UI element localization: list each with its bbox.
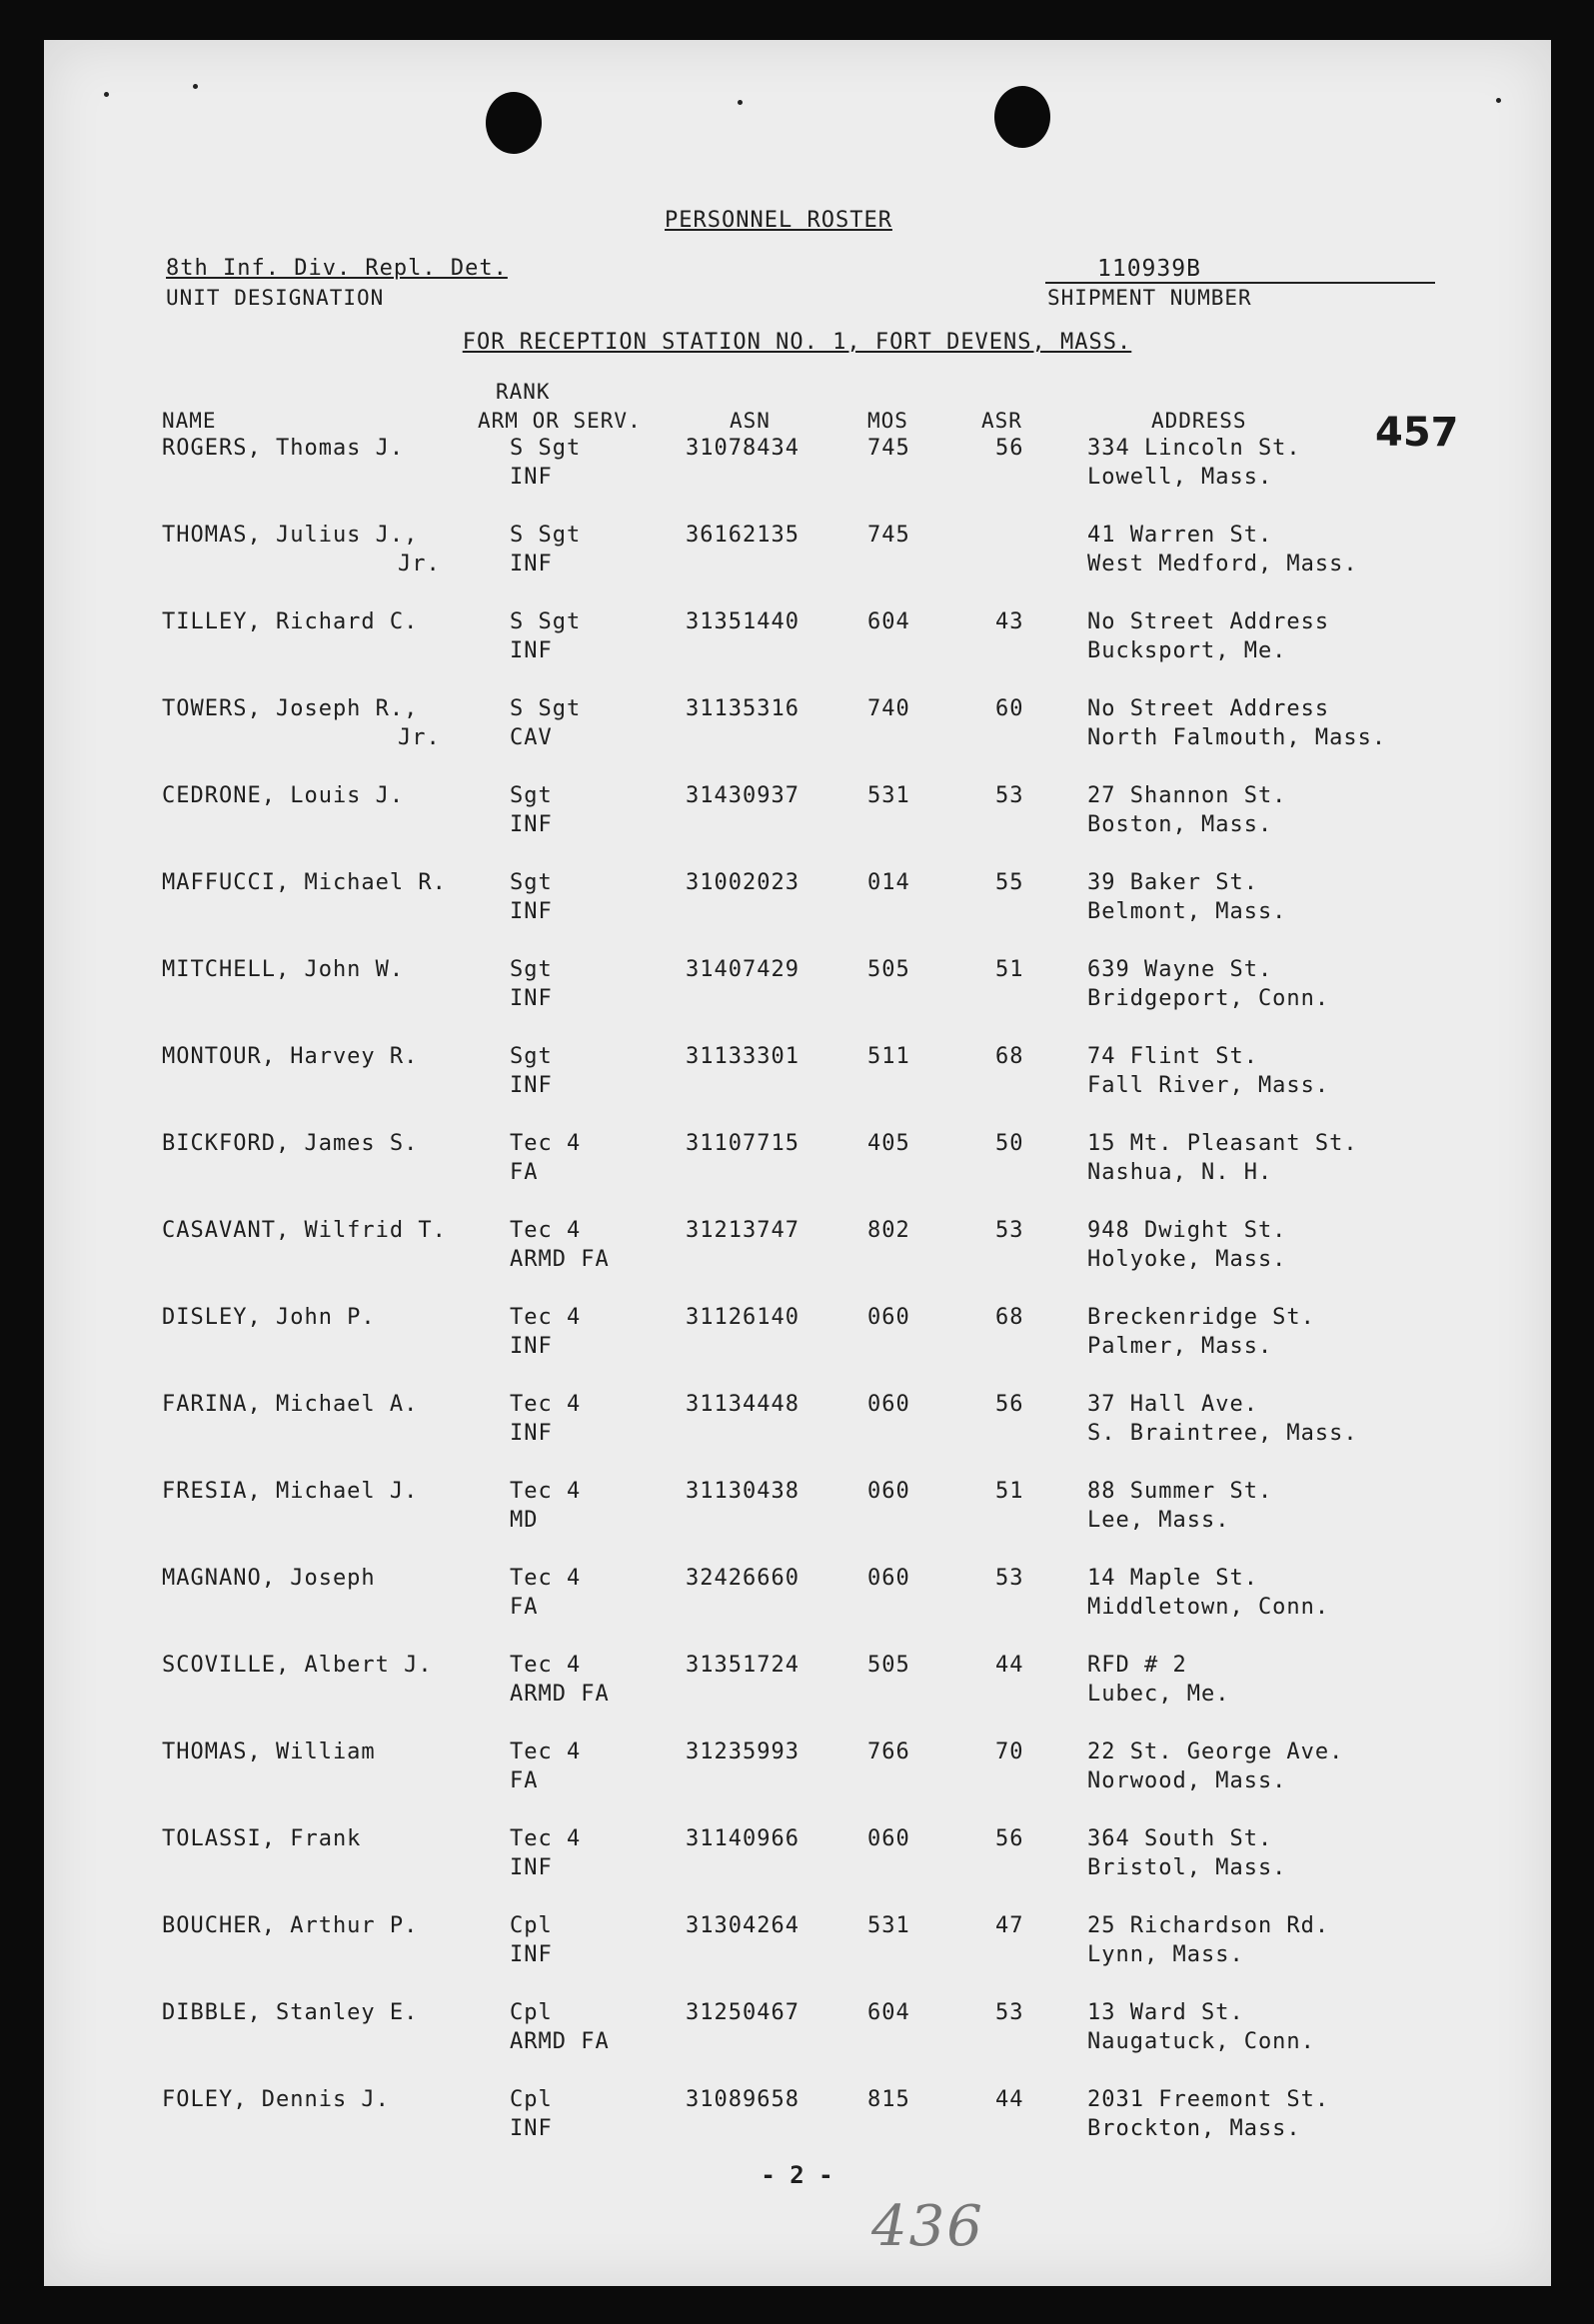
entry-address-street: 74 Flint St.: [1087, 1044, 1258, 1069]
entry-arm-or-service: FA: [510, 1160, 539, 1185]
entry-name: BOUCHER, Arthur P.: [162, 1913, 419, 1938]
roster-title: PERSONNEL ROSTER: [665, 208, 892, 233]
entry-rank: Cpl: [510, 1913, 553, 1938]
entry-rank: Tec 4: [510, 1740, 582, 1764]
entry-rank: Tec 4: [510, 1392, 582, 1417]
entry-asn: 31078434: [686, 436, 799, 461]
entry-address-street: Breckenridge St.: [1087, 1305, 1315, 1330]
entry-name: FRESIA, Michael J.: [162, 1479, 419, 1504]
entry-arm-or-service: INF: [510, 2116, 553, 2141]
entry-asn: 31351440: [686, 609, 799, 634]
entry-mos: 745: [867, 436, 910, 461]
entry-name: TOWERS, Joseph R.,: [162, 696, 419, 721]
entry-name-suffix: Jr.: [398, 552, 441, 577]
entry-asn: 31126140: [686, 1305, 799, 1330]
entry-mos: 815: [867, 2087, 910, 2112]
unit-designation: 8th Inf. Div. Repl. Det.: [166, 256, 508, 281]
entry-asn: 31407429: [686, 957, 799, 982]
entry-asr: 47: [995, 1913, 1024, 1938]
entry-arm-or-service: ARMD FA: [510, 1682, 610, 1707]
entry-asr: 53: [995, 1566, 1024, 1591]
entry-address-street: 14 Maple St.: [1087, 1566, 1258, 1591]
table-row: [0, 523, 1594, 602]
entry-address-street: 364 South St.: [1087, 1826, 1273, 1851]
column-header-asn: ASN: [730, 409, 771, 433]
entry-asr: 53: [995, 2000, 1024, 2025]
entry-address-city: S. Braintree, Mass.: [1087, 1421, 1358, 1446]
entry-name: ROGERS, Thomas J.: [162, 436, 405, 461]
entry-address-city: Palmer, Mass.: [1087, 1334, 1273, 1359]
entry-mos: 505: [867, 957, 910, 982]
table-row: [0, 1218, 1594, 1298]
entry-arm-or-service: INF: [510, 812, 553, 837]
entry-asr: 44: [995, 2087, 1024, 2112]
handwritten-number: 436: [871, 2194, 984, 2259]
punch-hole: [994, 86, 1050, 148]
entry-address-city: Lee, Mass.: [1087, 1508, 1230, 1533]
speck: [193, 84, 198, 89]
entry-name: FARINA, Michael A.: [162, 1392, 419, 1417]
entry-asr: 70: [995, 1740, 1024, 1764]
entry-asr: 56: [995, 1392, 1024, 1417]
entry-mos: 405: [867, 1131, 910, 1156]
entry-rank: Sgt: [510, 783, 553, 808]
page-number: - 2 -: [761, 2161, 833, 2189]
entry-arm-or-service: CAV: [510, 725, 553, 750]
entry-name: SCOVILLE, Albert J.: [162, 1653, 433, 1678]
entry-asr: 56: [995, 1826, 1024, 1851]
entry-address-city: Brockton, Mass.: [1087, 2116, 1301, 2141]
table-row: [0, 609, 1594, 689]
table-row: [0, 1305, 1594, 1385]
shipment-number-caption: SHIPMENT NUMBER: [1047, 286, 1252, 310]
entry-arm-or-service: INF: [510, 465, 553, 490]
table-row: [0, 2000, 1594, 2080]
entry-rank: S Sgt: [510, 436, 582, 461]
entry-address-street: 2031 Freemont St.: [1087, 2087, 1330, 2112]
entry-arm-or-service: FA: [510, 1595, 539, 1620]
table-row: [0, 1740, 1594, 1819]
entry-address-city: Lynn, Mass.: [1087, 1942, 1244, 1967]
page-stamp: 457: [1375, 410, 1459, 456]
entry-address-city: Bucksport, Me.: [1087, 638, 1287, 663]
entry-name: FOLEY, Dennis J.: [162, 2087, 390, 2112]
entry-rank: Sgt: [510, 1044, 553, 1069]
entry-arm-or-service: INF: [510, 1942, 553, 1967]
column-header-arm: ARM OR SERV.: [478, 409, 642, 433]
table-row: [0, 783, 1594, 863]
entry-asn: 31250467: [686, 2000, 799, 2025]
entry-mos: 060: [867, 1392, 910, 1417]
entry-arm-or-service: INF: [510, 1073, 553, 1098]
entry-asr: 44: [995, 1653, 1024, 1678]
entry-address-street: RFD # 2: [1087, 1653, 1187, 1678]
entry-name: DIBBLE, Stanley E.: [162, 2000, 419, 2025]
entry-address-street: 639 Wayne St.: [1087, 957, 1273, 982]
entry-name: TOLASSI, Frank: [162, 1826, 362, 1851]
entry-asn: 32426660: [686, 1566, 799, 1591]
entry-address-city: Lowell, Mass.: [1087, 465, 1273, 490]
entry-asr: 68: [995, 1044, 1024, 1069]
entry-mos: 604: [867, 609, 910, 634]
column-header-asr: ASR: [981, 409, 1022, 433]
entry-rank: Tec 4: [510, 1566, 582, 1591]
entry-address-city: Middletown, Conn.: [1087, 1595, 1330, 1620]
entry-asr: 53: [995, 1218, 1024, 1243]
unit-designation-caption: UNIT DESIGNATION: [166, 286, 385, 310]
entry-address-street: 41 Warren St.: [1087, 523, 1273, 548]
column-header-mos: MOS: [867, 409, 908, 433]
entry-mos: 060: [867, 1566, 910, 1591]
entry-rank: Tec 4: [510, 1218, 582, 1243]
speck: [104, 92, 109, 97]
entry-arm-or-service: ARMD FA: [510, 2029, 610, 2054]
entry-address-street: 37 Hall Ave.: [1087, 1392, 1258, 1417]
entry-mos: 766: [867, 1740, 910, 1764]
entry-name-suffix: Jr.: [398, 725, 441, 750]
entry-asr: 68: [995, 1305, 1024, 1330]
entry-arm-or-service: ARMD FA: [510, 1247, 610, 1272]
entry-name: TILLEY, Richard C.: [162, 609, 419, 634]
entry-mos: 745: [867, 523, 910, 548]
entry-name: DISLEY, John P.: [162, 1305, 376, 1330]
entry-address-street: 25 Richardson Rd.: [1087, 1913, 1330, 1938]
entry-address-street: 22 St. George Ave.: [1087, 1740, 1344, 1764]
entry-asr: 55: [995, 870, 1024, 895]
entry-address-street: 948 Dwight St.: [1087, 1218, 1287, 1243]
entry-name: BICKFORD, James S.: [162, 1131, 419, 1156]
entry-rank: Tec 4: [510, 1479, 582, 1504]
entry-name: THOMAS, Julius J.,: [162, 523, 419, 548]
entry-mos: 511: [867, 1044, 910, 1069]
entry-mos: 531: [867, 1913, 910, 1938]
entry-mos: 802: [867, 1218, 910, 1243]
entry-address-city: North Falmouth, Mass.: [1087, 725, 1387, 750]
entry-arm-or-service: INF: [510, 1421, 553, 1446]
entry-rank: Sgt: [510, 870, 553, 895]
entry-address-city: Norwood, Mass.: [1087, 1768, 1287, 1793]
entry-asn: 31304264: [686, 1913, 799, 1938]
entry-arm-or-service: INF: [510, 552, 553, 577]
entry-arm-or-service: INF: [510, 899, 553, 924]
entry-asn: 31140966: [686, 1826, 799, 1851]
entry-asn: 31107715: [686, 1131, 799, 1156]
entry-address-city: Boston, Mass.: [1087, 812, 1273, 837]
entry-name: MAFFUCCI, Michael R.: [162, 870, 447, 895]
entry-asn: 31430937: [686, 783, 799, 808]
table-row: [0, 1566, 1594, 1646]
entry-asn: 31135316: [686, 696, 799, 721]
reception-station: FOR RECEPTION STATION NO. 1, FORT DEVENS, MASS.: [462, 330, 1132, 355]
table-row: [0, 436, 1594, 516]
column-header-name: NAME: [162, 409, 217, 433]
entry-name: CEDRONE, Louis J.: [162, 783, 405, 808]
entry-asn: 31134448: [686, 1392, 799, 1417]
entry-address-city: Nashua, N. H.: [1087, 1160, 1273, 1185]
table-row: [0, 870, 1594, 950]
entry-address-city: Bristol, Mass.: [1087, 1855, 1287, 1880]
table-row: [0, 1826, 1594, 1906]
entry-arm-or-service: MD: [510, 1508, 539, 1533]
speck: [738, 100, 743, 105]
entry-rank: Tec 4: [510, 1131, 582, 1156]
entry-mos: 060: [867, 1305, 910, 1330]
entry-mos: 531: [867, 783, 910, 808]
entry-address-street: 334 Lincoln St.: [1087, 436, 1301, 461]
entry-rank: S Sgt: [510, 523, 582, 548]
entry-rank: S Sgt: [510, 609, 582, 634]
entry-rank: Tec 4: [510, 1653, 582, 1678]
entry-asr: 56: [995, 436, 1024, 461]
table-row: [0, 1131, 1594, 1211]
entry-address-street: No Street Address: [1087, 609, 1330, 634]
entry-mos: 604: [867, 2000, 910, 2025]
entry-arm-or-service: FA: [510, 1768, 539, 1793]
entry-arm-or-service: INF: [510, 638, 553, 663]
table-row: [0, 696, 1594, 776]
table-row: [0, 1044, 1594, 1124]
shipment-number: 110939B: [1045, 256, 1435, 284]
entry-address-street: 13 Ward St.: [1087, 2000, 1244, 2025]
entry-mos: 060: [867, 1479, 910, 1504]
entry-rank: Cpl: [510, 2087, 553, 2112]
entry-asr: 53: [995, 783, 1024, 808]
table-row: [0, 1479, 1594, 1559]
entry-name: MONTOUR, Harvey R.: [162, 1044, 419, 1069]
entry-address-street: 15 Mt. Pleasant St.: [1087, 1131, 1358, 1156]
entry-mos: 740: [867, 696, 910, 721]
entry-arm-or-service: INF: [510, 1855, 553, 1880]
entry-asr: 43: [995, 609, 1024, 634]
entry-name: MITCHELL, John W.: [162, 957, 405, 982]
entry-address-city: Holyoke, Mass.: [1087, 1247, 1287, 1272]
entry-asn: 31133301: [686, 1044, 799, 1069]
entry-asr: 60: [995, 696, 1024, 721]
entry-address-street: 39 Baker St.: [1087, 870, 1258, 895]
entry-address-street: 88 Summer St.: [1087, 1479, 1273, 1504]
entry-name: CASAVANT, Wilfrid T.: [162, 1218, 447, 1243]
entry-arm-or-service: INF: [510, 986, 553, 1011]
entry-mos: 060: [867, 1826, 910, 1851]
table-row: [0, 1913, 1594, 1993]
entry-asn: 31130438: [686, 1479, 799, 1504]
entry-rank: Cpl: [510, 2000, 553, 2025]
column-header-rank: RANK: [496, 380, 551, 404]
entry-arm-or-service: INF: [510, 1334, 553, 1359]
entry-address-street: 27 Shannon St.: [1087, 783, 1287, 808]
speck: [1496, 98, 1501, 103]
entry-asn: 31213747: [686, 1218, 799, 1243]
entry-address-city: Lubec, Me.: [1087, 1682, 1230, 1707]
entry-asr: 51: [995, 957, 1024, 982]
entry-address-city: Belmont, Mass.: [1087, 899, 1287, 924]
table-row: [0, 2087, 1594, 2167]
entry-address-street: No Street Address: [1087, 696, 1330, 721]
table-row: [0, 957, 1594, 1037]
entry-mos: 014: [867, 870, 910, 895]
entry-address-city: Naugatuck, Conn.: [1087, 2029, 1315, 2054]
entry-rank: Sgt: [510, 957, 553, 982]
entry-rank: Tec 4: [510, 1305, 582, 1330]
entry-mos: 505: [867, 1653, 910, 1678]
table-row: [0, 1392, 1594, 1472]
entry-asn: 36162135: [686, 523, 799, 548]
entry-asr: 51: [995, 1479, 1024, 1504]
entry-name: MAGNANO, Joseph: [162, 1566, 376, 1591]
entry-rank: S Sgt: [510, 696, 582, 721]
table-row: [0, 1653, 1594, 1733]
entry-address-city: Bridgeport, Conn.: [1087, 986, 1330, 1011]
entry-address-city: West Medford, Mass.: [1087, 552, 1358, 577]
entry-address-city: Fall River, Mass.: [1087, 1073, 1330, 1098]
column-header-address: ADDRESS: [1151, 409, 1247, 433]
entry-name: THOMAS, William: [162, 1740, 376, 1764]
entry-asr: 50: [995, 1131, 1024, 1156]
entry-asn: 31351724: [686, 1653, 799, 1678]
entry-rank: Tec 4: [510, 1826, 582, 1851]
punch-hole: [486, 92, 542, 154]
entry-asn: 31002023: [686, 870, 799, 895]
entry-asn: 31089658: [686, 2087, 799, 2112]
entry-asn: 31235993: [686, 1740, 799, 1764]
